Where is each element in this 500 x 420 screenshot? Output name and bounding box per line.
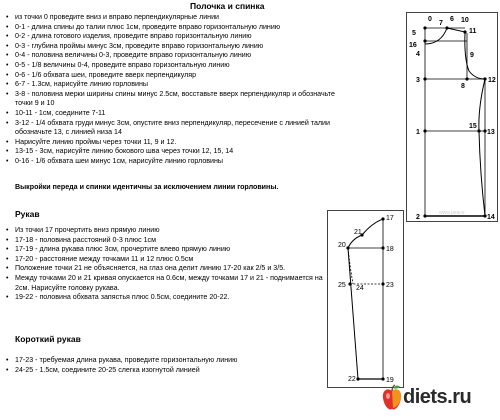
section-title-front-back: Полочка и спинка [190,1,265,11]
point-label-22: 22 [348,376,356,383]
list-item: • 13-15 - 3см, нарисуйте линию бокового шва через точки 12, 15, 14 [4,147,414,157]
point-label-6: 6 [450,16,454,23]
point-label-20: 20 [338,242,346,249]
list-item: • 10-11 - 1см, соедините 7-11 [4,109,414,119]
list-item: • Положение точки 21 не объясняется, на глаз она делит линию 17-20 как 2/5 и 3/5. [4,264,339,274]
point-label-25: 25 [338,282,346,289]
point-label-1: 1 [416,129,420,136]
list-item: • 17-23 - требуемая длина рукава, проведите горизонтальную линию [4,356,334,366]
list-item: • 0-5 - 1/8 величины 0-4, проведите вправо горизонтальную линию [4,61,414,71]
point-label-10: 10 [461,17,469,24]
list-item: • 0-2 - длина готового изделия, проведите вправо горизонтальную линию [4,32,414,42]
point-label-24: 24 [356,285,364,292]
list-item: • 3-8 - половина мерки ширины спины минус 2.5см, восставьте вверх перпендикуляр и обозначьте точки 9 и 10 [4,90,345,109]
watermark: www.peace [439,210,465,216]
instructions-short-sleeve [4,356,334,375]
front-back-note: Выкройки переда и спинки идентичны за исключением линии горловины. [15,183,279,191]
list-item: • 3-12 - 1/4 обхвата груди минус 3см, опустите вниз перпендикуляр, пересечение с линией талии обозначьте 13, с линией низа 14 [4,119,345,138]
list-item: • 0-4 - половина величины 0-3, проведите вправо горизонтальную линию [4,51,414,61]
list-item: • 17-18 - половина расстояний 0-3 плюс 1см [4,236,339,246]
point-label-23: 23 [386,282,394,289]
point-label-9: 9 [470,52,474,59]
point-label-17: 17 [386,215,394,222]
list-item: • 17-20 - расстояние между точками 11 и 12 плюс 0.5см [4,255,339,265]
list-item: • 17-19 - длина рукава плюс 3см, прочертите влево прямую линию [4,245,339,255]
list-item: • 6-7 - 1.3см, нарисуйте линию горловины [4,80,414,90]
point-label-16: 16 [409,42,417,49]
point-label-14: 14 [487,214,495,221]
list-item: • 0-1 - длина спины до талии плюс 1см, проведите вправо горизонтальную линию [4,23,414,33]
list-item: • из точки 0 проведите вниз и вправо перпендикулярные линии [4,13,414,23]
list-item: • Из точки 17 прочертить вниз прямую линию [4,226,339,236]
point-label-13: 13 [487,129,495,136]
list-item: • Между точками 20 и 21 кривая опускается на 0.6см, между точками 17 и 21 - поднимается на 2см. Нарисуйте головку рукава. [4,274,339,293]
point-label-8: 8 [461,83,465,90]
point-label-2: 2 [416,214,420,221]
point-label-19: 19 [386,377,394,384]
logo-text: diets.ru [403,386,472,408]
point-label-18: 18 [386,246,394,253]
point-label-3: 3 [416,77,420,84]
list-item: • 19-22 - половина обхвата запястья плюс 0.5см, соедините 20-22. [4,293,339,303]
section-title-short-sleeve: Короткий рукав [15,334,81,344]
point-label-0: 0 [428,16,432,23]
apple-icon [381,384,403,412]
list-item: • 0-6 - 1/6 обхвата шеи, проведите вверх перпендикуляр [4,71,414,81]
instructions-front-back [4,13,414,167]
sleeve-pattern-diagram [327,210,404,388]
list-item: • 24-25 - 1.5см, соедините 20-25 слегка изогнутой линией [4,366,334,376]
point-label-12: 12 [488,77,496,84]
point-label-11: 11 [469,28,477,35]
diets-logo [381,384,497,414]
instructions-sleeve [4,226,339,303]
point-label-7: 7 [439,20,443,27]
list-item: • 0-3 - глубина проймы минус 3см, проведите вправо горизонтальную линию [4,42,414,52]
front-back-pattern-svg [407,13,497,221]
section-title-sleeve: Рукав [15,209,40,219]
point-label-5: 5 [412,30,416,37]
point-label-15: 15 [469,123,477,130]
point-label-4: 4 [416,51,420,58]
list-item: • Нарисуйте линию проймы через точки 11, 9 и 12. [4,138,414,148]
point-label-21: 21 [354,229,362,236]
front-back-pattern-diagram [406,12,498,222]
list-item: • 0-16 - 1/6 обхвата шеи минус 1см, нарисуйте линию горловины [4,157,414,167]
sleeve-pattern-svg [328,211,403,387]
